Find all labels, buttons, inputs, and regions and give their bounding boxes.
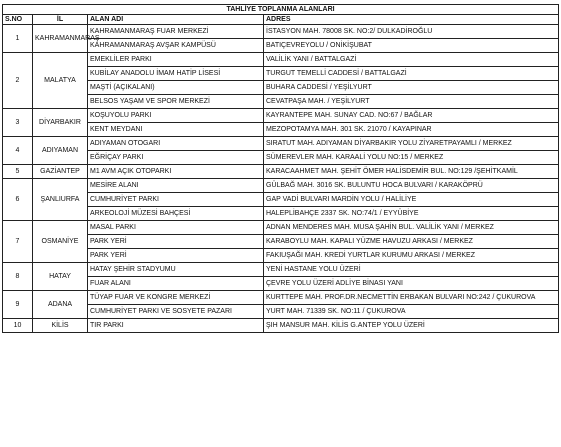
cell-adres: HALEPLİBAHÇE 2337 SK. NO:74/1 / EYYÜBİYE <box>264 207 559 221</box>
cell-alan-adi: EĞRİÇAY PARKI <box>88 151 264 165</box>
cell-il: KAHRAMANMARAŞ <box>33 25 88 53</box>
table-title: TAHLİYE TOPLANMA ALANLARI <box>3 5 559 15</box>
table-row <box>3 137 559 151</box>
cell-adres: YURT MAH. 71339 SK. NO:11 / ÇUKUROVA <box>264 305 559 319</box>
cell-il: MALATYA <box>33 53 88 109</box>
cell-alan-adi: KOŞUYOLU PARKI <box>88 109 264 123</box>
cell-alan-adi: PARK YERİ <box>88 249 264 263</box>
cell-il: ADANA <box>33 291 88 319</box>
cell-adres: ADNAN MENDERES MAH. MUSA ŞAHİN BUL. VALİLİK YANI / MERKEZ <box>264 221 559 235</box>
cell-adres: TURGUT TEMELLİ CADDESİ / BATTALGAZİ <box>264 67 559 81</box>
header-adres: ADRES <box>264 15 559 25</box>
cell-alan-adi: HATAY ŞEHİR STADYUMU <box>88 263 264 277</box>
table-body <box>3 25 559 333</box>
cell-alan-adi: CUMHURİYET PARKI <box>88 193 264 207</box>
cell-il: ADIYAMAN <box>33 137 88 165</box>
cell-alan-adi: MESİRE ALANI <box>88 179 264 193</box>
cell-sno: 6 <box>3 179 33 221</box>
cell-il: OSMANİYE <box>33 221 88 263</box>
cell-alan-adi: EMEKLİLER PARKI <box>88 53 264 67</box>
cell-il: HATAY <box>33 263 88 291</box>
cell-alan-adi: CUMHURİYET PARKI VE SOSYETE PAZARI <box>88 305 264 319</box>
cell-alan-adi: MAŞTİ (AÇIKALANI) <box>88 81 264 95</box>
cell-adres: SIRATUT MAH. ADIYAMAN DİYARBAKIR YOLU ZİYARETPAYAMLI / MERKEZ <box>264 137 559 151</box>
cell-alan-adi: KENT MEYDANI <box>88 123 264 137</box>
cell-adres: MEZOPOTAMYA MAH. 301 SK. 21070 / KAYAPINAR <box>264 123 559 137</box>
table-row <box>3 165 559 179</box>
cell-adres: KARACAAHMET MAH. ŞEHİT ÖMER HALİSDEMİR BUL. NO:129 /ŞEHİTKAMİL <box>264 165 559 179</box>
cell-alan-adi: TÜYAP FUAR VE KONGRE MERKEZİ <box>88 291 264 305</box>
table-row <box>3 291 559 305</box>
cell-adres: VALİLİK YANI / BATTALGAZİ <box>264 53 559 67</box>
cell-alan-adi: TIR PARKI <box>88 319 264 333</box>
cell-adres: FAKIUŞAĞI MAH. KREDİ YURTLAR KURUMU ARKASI / MERKEZ <box>264 249 559 263</box>
cell-alan-adi: KUBİLAY ANADOLU İMAM HATİP LİSESİ <box>88 67 264 81</box>
cell-adres: ÇEVRE YOLU ÜZERİ ADLİYE BİNASI YANI <box>264 277 559 291</box>
header-alan: ALAN ADI <box>88 15 264 25</box>
cell-alan-adi: KAHRAMANMARAŞ FUAR MERKEZİ <box>88 25 264 39</box>
table-row <box>3 221 559 235</box>
cell-il: KİLİS <box>33 319 88 333</box>
cell-alan-adi: BELSOS YAŞAM VE SPOR MERKEZİ <box>88 95 264 109</box>
cell-sno: 8 <box>3 263 33 291</box>
cell-adres: KARABOYLU MAH. KAPALI YÜZME HAVUZU ARKASI / MERKEZ <box>264 235 559 249</box>
table-row <box>3 263 559 277</box>
cell-adres: YENİ HASTANE YOLU ÜZERİ <box>264 263 559 277</box>
evacuation-areas-table <box>2 4 559 333</box>
cell-adres: KURTTEPE MAH. PROF.DR.NECMETTİN ERBAKAN BULVARI NO:242 / ÇUKUROVA <box>264 291 559 305</box>
header-sno: S.NO <box>3 15 33 25</box>
cell-adres: BATIÇEVREYOLU / ONİKİŞUBAT <box>264 39 559 53</box>
header-il: İL <box>33 15 88 25</box>
cell-sno: 4 <box>3 137 33 165</box>
cell-il: ŞANLIURFA <box>33 179 88 221</box>
cell-sno: 7 <box>3 221 33 263</box>
cell-alan-adi: KAHRAMANMARAŞ AVŞAR KAMPÜSÜ <box>88 39 264 53</box>
cell-adres: BUHARA CADDESİ / YEŞİLYURT <box>264 81 559 95</box>
cell-adres: İSTASYON MAH. 78008 SK. NO:2/ DULKADİROĞLU <box>264 25 559 39</box>
table-row <box>3 109 559 123</box>
cell-adres: CEVATPAŞA MAH. / YEŞİLYURT <box>264 95 559 109</box>
table-row <box>3 179 559 193</box>
cell-il: GAZİANTEP <box>33 165 88 179</box>
cell-sno: 1 <box>3 25 33 53</box>
cell-sno: 3 <box>3 109 33 137</box>
cell-alan-adi: PARK YERİ <box>88 235 264 249</box>
cell-adres: KAYRANTEPE MAH. SUNAY CAD. NO:67 / BAĞLAR <box>264 109 559 123</box>
cell-adres: SÜMEREVLER MAH. KARAALİ YOLU NO:15 / MERKEZ <box>264 151 559 165</box>
cell-adres: ŞIH MANSUR MAH. KİLİS G.ANTEP YOLU ÜZERİ <box>264 319 559 333</box>
table-row <box>3 53 559 67</box>
table-row <box>3 25 559 39</box>
cell-adres: GAP VADİ BULVARI MARDİN YOLU / HALİLİYE <box>264 193 559 207</box>
cell-adres: GÜLBAĞ MAH. 3016 SK. BULUNTU HOCA BULVARI / KARAKÖPRÜ <box>264 179 559 193</box>
cell-alan-adi: M1 AVM AÇIK OTOPARKI <box>88 165 264 179</box>
table-row <box>3 319 559 333</box>
cell-sno: 5 <box>3 165 33 179</box>
cell-sno: 10 <box>3 319 33 333</box>
cell-il: DİYARBAKIR <box>33 109 88 137</box>
cell-sno: 2 <box>3 53 33 109</box>
cell-alan-adi: ADIYAMAN OTOGARI <box>88 137 264 151</box>
cell-alan-adi: ARKEOLOJİ MÜZESİ BAHÇESİ <box>88 207 264 221</box>
cell-alan-adi: MASAL PARKI <box>88 221 264 235</box>
cell-alan-adi: FUAR ALANI <box>88 277 264 291</box>
cell-sno: 9 <box>3 291 33 319</box>
